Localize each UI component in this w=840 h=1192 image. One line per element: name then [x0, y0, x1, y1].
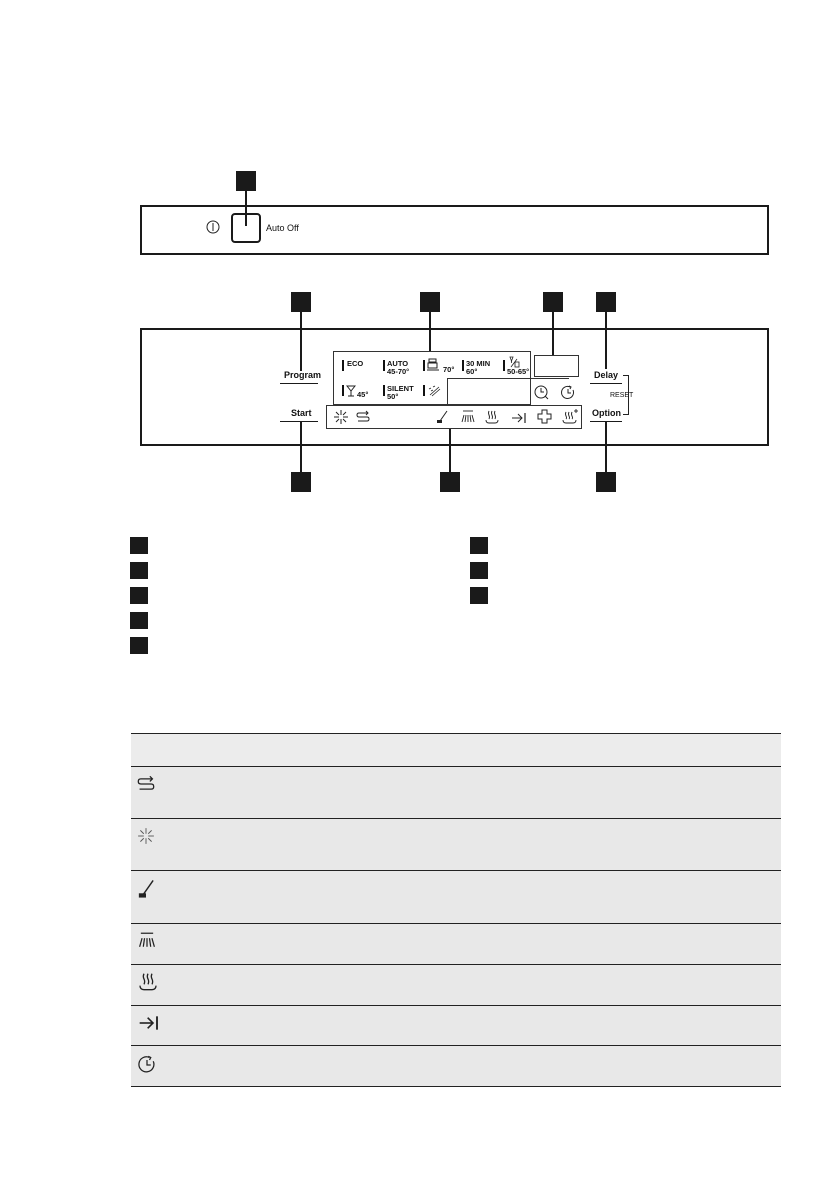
- row-description: [173, 871, 781, 924]
- start-label: Start: [291, 408, 312, 418]
- program-30min-temp: 60°: [466, 367, 478, 376]
- program-display-bottom-bump: [447, 378, 569, 405]
- brush-icon: [436, 410, 448, 429]
- salt-refill-icon: [137, 780, 155, 797]
- program-glass45-temp: 45°: [357, 390, 369, 399]
- end-arrow-icon: [511, 411, 527, 429]
- row-description: [173, 767, 781, 819]
- drying-phase-icon: [137, 978, 159, 995]
- cleaning-brush-icon: [137, 886, 155, 903]
- callout-1: [236, 171, 256, 191]
- spray-icon: [460, 410, 476, 428]
- timesaver-icon: [534, 385, 550, 406]
- end-phase-icon: [137, 1018, 161, 1035]
- program-silent[interactable]: SILENT: [387, 384, 414, 393]
- header-description: [173, 734, 781, 767]
- on-off-button[interactable]: [231, 213, 261, 243]
- spray-arm-icon: [137, 935, 157, 952]
- legend-marker-5: [130, 637, 148, 654]
- program-label: Program: [284, 370, 322, 380]
- legend-marker-7: [470, 562, 488, 579]
- row-description: [173, 1006, 781, 1046]
- option-label: Option: [592, 408, 621, 418]
- row-description: [173, 924, 781, 965]
- eco-bar: [342, 360, 344, 371]
- glass-plate-bar: [503, 360, 505, 371]
- table-row: [131, 871, 781, 924]
- rinse-bar: [423, 385, 425, 396]
- delay-clock-icon: [560, 385, 576, 406]
- auto-bar: [383, 360, 385, 371]
- rinse-icon[interactable]: [427, 384, 441, 402]
- program-button[interactable]: [280, 383, 318, 384]
- legend-marker-2: [130, 562, 148, 579]
- table-row: [131, 1046, 781, 1087]
- legend-marker-4: [130, 612, 148, 629]
- callout-4: [543, 292, 563, 312]
- delay-start-icon: [137, 1062, 157, 1079]
- plus-icon: [537, 409, 553, 430]
- program-silent-temp: 50°: [387, 392, 399, 401]
- indicator-table-header: [131, 734, 781, 767]
- header-indicator: [131, 734, 173, 767]
- program-glass-temp: 50-65°: [507, 367, 530, 376]
- extra-dry-icon: [561, 408, 579, 429]
- legend-marker-6: [470, 537, 488, 554]
- glass-icon: [346, 384, 356, 402]
- callout-2: [291, 292, 311, 312]
- callout-3: [420, 292, 440, 312]
- legend-marker-3: [130, 587, 148, 604]
- table-row: [131, 924, 781, 965]
- program-auto[interactable]: AUTO: [387, 359, 409, 368]
- callout-6-leader: [300, 421, 302, 476]
- 30min-bar: [462, 360, 464, 371]
- start-button[interactable]: [280, 421, 318, 422]
- delay-label: Delay: [594, 370, 619, 380]
- drying-icon: [484, 409, 500, 429]
- delay-button[interactable]: [590, 383, 622, 384]
- table-row: [131, 819, 781, 871]
- program-pots-temp: 70°: [443, 365, 455, 374]
- callout-8-leader: [605, 421, 607, 476]
- table-row: [131, 965, 781, 1006]
- glass-bar: [342, 385, 344, 396]
- time-display: [534, 355, 579, 377]
- silent-bar: [383, 385, 385, 396]
- indicator-table: [131, 733, 781, 1087]
- callout-7: [440, 472, 460, 492]
- auto-off-label: Auto Off: [266, 223, 299, 233]
- pots-icon: [427, 358, 439, 376]
- callout-8: [596, 472, 616, 492]
- reset-label: RESET: [610, 392, 634, 399]
- legend-marker-1: [130, 537, 148, 554]
- program-eco[interactable]: ECO: [347, 359, 364, 368]
- row-description: [173, 1046, 781, 1087]
- power-icon: [206, 220, 220, 234]
- callout-6: [291, 472, 311, 492]
- pots-bar: [423, 360, 425, 371]
- program-30min[interactable]: 30 MIN: [466, 359, 491, 368]
- rinse-aid-icon: [137, 832, 155, 849]
- program-auto-temp: 45-70°: [387, 367, 410, 376]
- salt-icon: [356, 410, 370, 429]
- callout-5: [596, 292, 616, 312]
- row-description: [173, 965, 781, 1006]
- table-row: [131, 1006, 781, 1046]
- sparkle-icon: [333, 409, 349, 430]
- callout-7-leader: [449, 429, 451, 474]
- table-row: [131, 767, 781, 819]
- legend-marker-8: [470, 587, 488, 604]
- row-description: [173, 819, 781, 871]
